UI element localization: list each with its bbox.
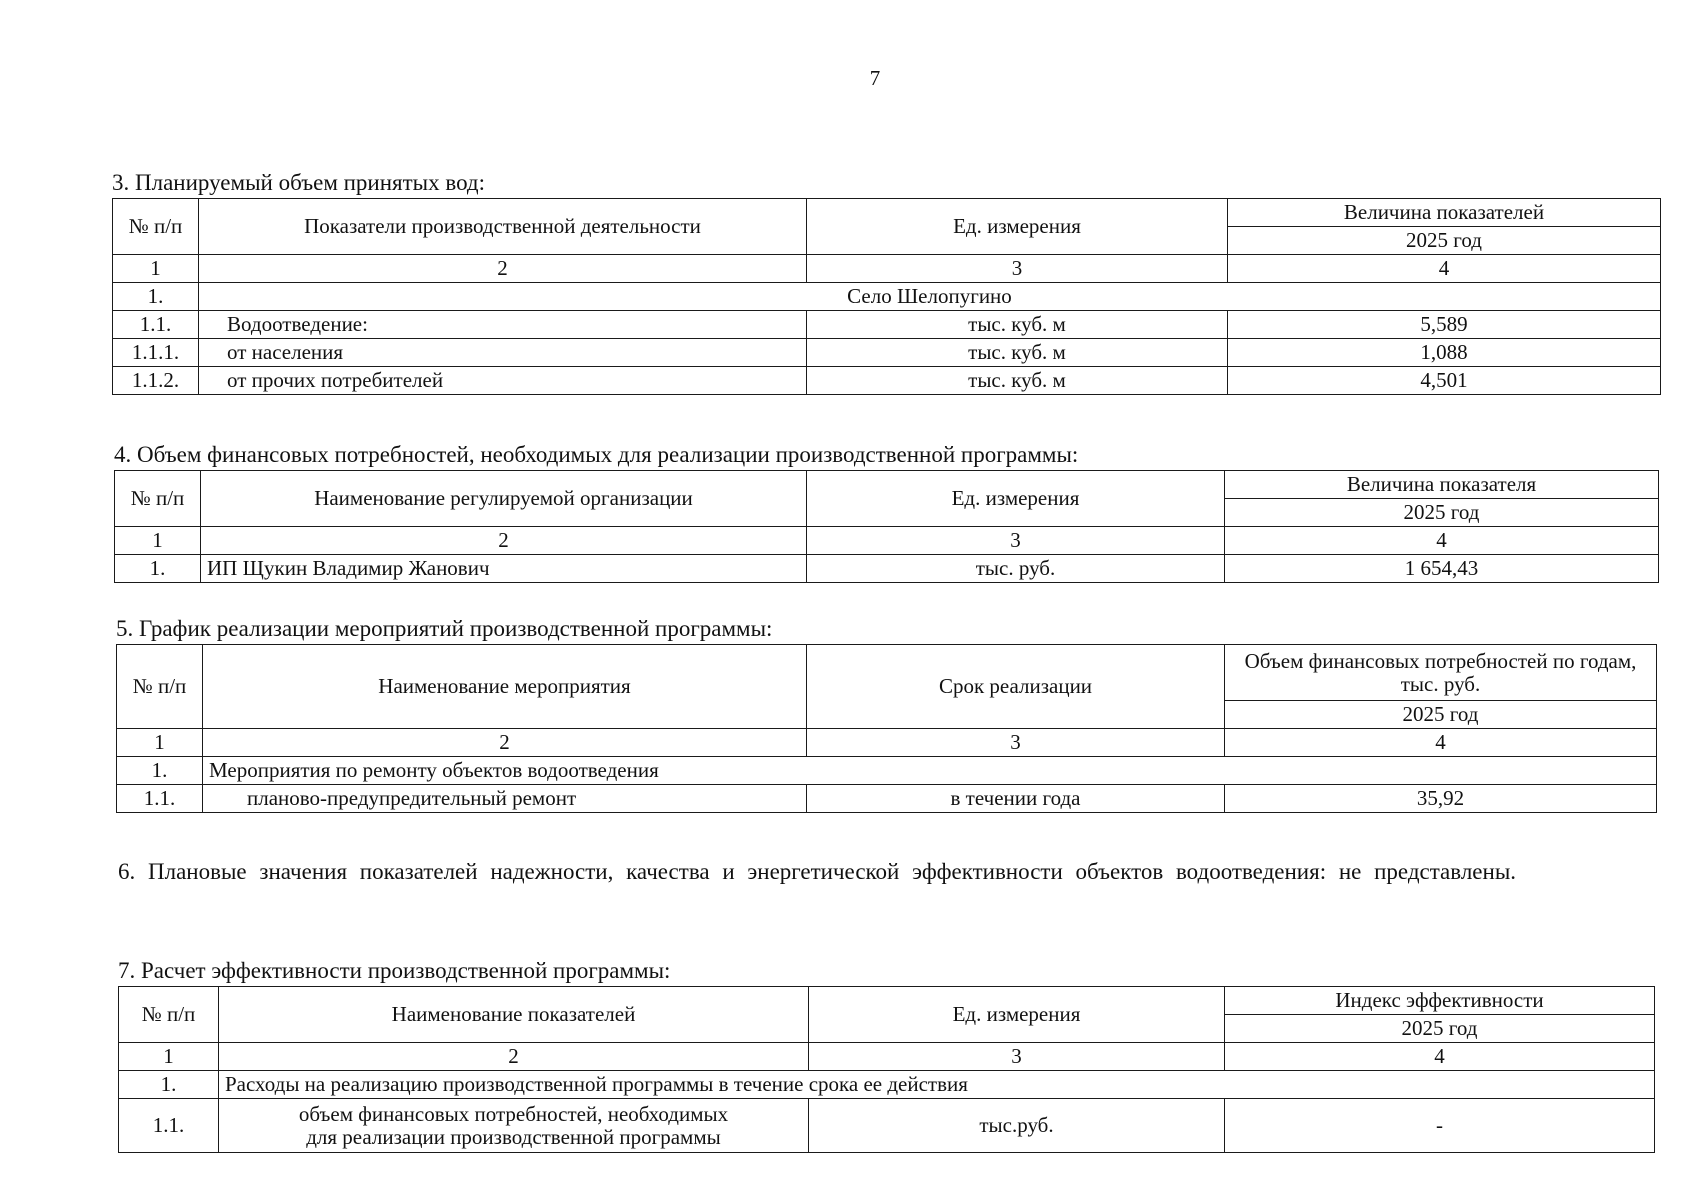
table-row [113,339,1661,367]
header-year: 2025 год [1225,499,1659,527]
colnum-2: 2 [219,1043,809,1071]
section-5 [116,614,1657,813]
header-num: № п/п [117,645,203,729]
header-activity: Наименование мероприятия [203,645,807,729]
table-row [119,1099,1655,1153]
table-row [117,785,1657,813]
column-number-row [117,729,1657,757]
section-6-text: 6. Плановые значения показателей надежности, качества и энергетической эффективности объектов водоотведения: не представлены. [118,859,1517,884]
table-row [113,367,1661,395]
row-unit: тыс. руб. [807,555,1225,583]
header-num: № п/п [119,987,219,1043]
colnum-4: 4 [1225,729,1657,757]
row-unit: тыс. куб. м [807,367,1228,395]
row-name: от населения [199,339,807,367]
row-value: 35,92 [1225,785,1657,813]
group-row [119,1071,1655,1099]
row-unit: тыс. куб. м [807,311,1228,339]
section-7-title: 7. Расчет эффективности производственной программы: [118,958,671,983]
colnum-3: 3 [807,729,1225,757]
row-unit: тыс.руб. [809,1099,1225,1153]
group-row [117,757,1657,785]
header-unit: Ед. измерения [807,199,1228,255]
column-number-row [119,1043,1655,1071]
section-3-title: 3. Планируемый объем принятых вод: [112,170,486,195]
column-number-row [115,527,1659,555]
group-num: 1. [119,1071,219,1099]
colnum-4: 4 [1228,255,1661,283]
header-organization: Наименование регулируемой организации [201,471,807,527]
colnum-2: 2 [199,255,807,283]
schedule-table [116,644,1657,813]
section-3 [112,168,1661,395]
header-unit: Ед. измерения [807,471,1225,527]
table-row [115,555,1659,583]
colnum-2: 2 [203,729,807,757]
row-unit: тыс. куб. м [807,339,1228,367]
row-value: - [1225,1099,1655,1153]
row-value: 1,088 [1228,339,1661,367]
row-num: 1. [115,555,201,583]
header-indicator: Показатели производственной деятельности [199,199,807,255]
header-value: Объем финансовых потребностей по годам, тыс. руб. [1225,645,1657,701]
section-5-title: 5. График реализации мероприятий производственной программы: [116,616,773,641]
page-number: 7 [869,66,881,90]
row-num: 1.1. [117,785,203,813]
header-indicators: Наименование показателей [219,987,809,1043]
colnum-1: 1 [113,255,199,283]
row-name: планово-предупредительный ремонт [203,785,807,813]
colnum-3: 3 [807,255,1228,283]
row-name: ИП Щукин Владимир Жанович [201,555,807,583]
header-num: № п/п [113,199,199,255]
received-water-table [112,198,1661,395]
row-num: 1.1. [119,1099,219,1153]
row-name-line-1: объем финансовых потребностей, необходимых [298,1102,729,1127]
group-row [113,283,1661,311]
group-label: Мероприятия по ремонту объектов водоотведения [203,757,1657,785]
header-num: № п/п [115,471,201,527]
table-row [113,311,1661,339]
row-name-line-2: для реализации производственной программы [306,1124,721,1149]
header-year: 2025 год [1225,701,1657,729]
row-value: 4,501 [1228,367,1661,395]
section-4 [114,440,1659,583]
row-num: 1.1.1. [113,339,199,367]
header-value: Величина показателей [1228,199,1661,227]
group-label: Расходы на реализацию производственной программы в течение срока ее действия [219,1071,1655,1099]
colnum-1: 1 [119,1043,219,1071]
row-num: 1.1.2. [113,367,199,395]
group-num: 1. [113,283,199,311]
section-4-title: 4. Объем финансовых потребностей, необходимых для реализации производственной программы: [114,442,1079,467]
header-value: Индекс эффективности [1225,987,1655,1015]
colnum-1: 1 [115,527,201,555]
header-year: 2025 год [1228,227,1661,255]
financial-needs-table [114,470,1659,583]
section-7 [118,956,1655,1153]
group-num: 1. [117,757,203,785]
efficiency-table [118,986,1655,1153]
header-value: Величина показателя [1225,471,1659,499]
colnum-4: 4 [1225,1043,1655,1071]
header-term: Срок реализации [807,645,1225,729]
row-value: 1 654,43 [1225,555,1659,583]
header-unit: Ед. измерения [809,987,1225,1043]
row-term: в течении года [807,785,1225,813]
header-year: 2025 год [1225,1015,1655,1043]
colnum-1: 1 [117,729,203,757]
row-num: 1.1. [113,311,199,339]
colnum-4: 4 [1225,527,1659,555]
group-label: Село Шелопугино [199,283,1661,311]
colnum-3: 3 [807,527,1225,555]
row-name: Водоотведение: [199,311,807,339]
row-value: 5,589 [1228,311,1661,339]
row-name [219,1099,809,1153]
column-number-row [113,255,1661,283]
colnum-3: 3 [809,1043,1225,1071]
colnum-2: 2 [201,527,807,555]
row-name: от прочих потребителей [199,367,807,395]
